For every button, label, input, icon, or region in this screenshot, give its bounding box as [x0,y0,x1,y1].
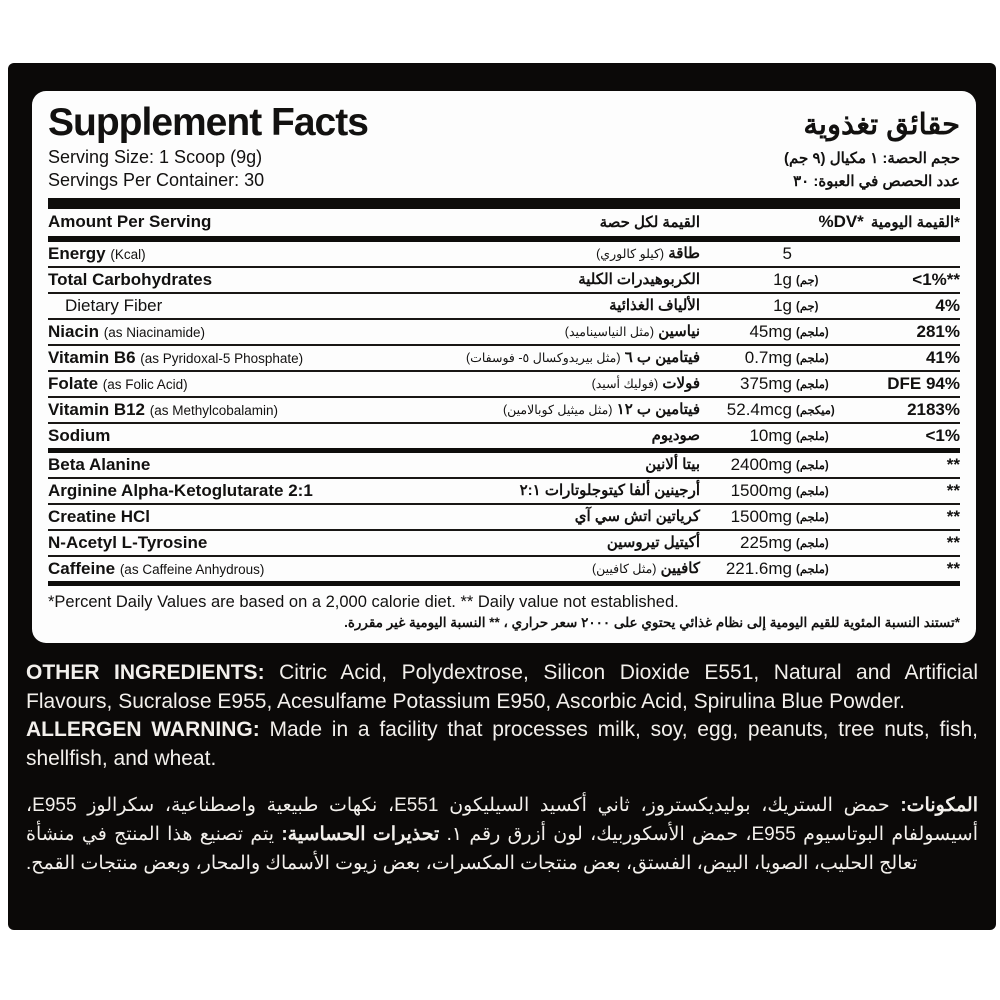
nutrient-cell-en [48,400,400,420]
daily-value-cell: 41% [925,348,960,367]
amount-value: 10mg [749,426,792,445]
nutrient-name-ar: صوديوم [651,427,700,444]
nutrient-cell-en [48,296,400,316]
footnote-ar: *تستند النسبة المئوية للقيم اليومية إلى نظام غذائي يحتوي على ٢٠٠٠ سعر حراري ، ** النسبة اليومية غير مقررة. [344,615,960,630]
table-row [48,505,960,531]
table-row [48,398,960,424]
nutrient-desc-en: (as Niacinamide) [103,325,206,340]
ingredients-label-ar: المكونات: [900,795,978,816]
daily-value-cell: 4% [935,296,960,315]
amount-value: 1g [773,296,792,315]
table-row [48,346,960,372]
nutrient-cell-ar [400,534,700,552]
nutrient-cell-ar [400,245,700,263]
amount-cell [700,244,850,264]
nutrient-cell-ar [400,323,700,341]
table-row [48,531,960,557]
daily-value-cell: <1% [925,426,960,445]
nutrient-name-en: Vitamin B6 [48,348,136,367]
amount-unit-ar: (ملجم) [796,379,829,391]
header-daily-value [700,212,960,232]
nutrient-cell-ar [400,508,700,526]
amount-value: 375mg [740,374,792,393]
table-header-row [48,209,960,236]
nutrient-desc-en: (as Folic Acid) [102,377,188,392]
daily-value-cell: ** [946,559,960,578]
amount-cell [700,400,850,420]
header-amount-per-serving-ar: القيمة لكل حصة [599,214,700,231]
amount-cell [700,270,850,290]
nutrient-name-ar: بيتا ألانين [645,456,700,473]
amount-unit-ar: (ملجم) [796,431,829,443]
nutrient-cell-en [48,270,400,290]
nutrient-desc-ar: (مثل كافيين) [591,562,657,576]
header-amount-per-serving-en: Amount Per Serving [48,212,212,231]
nutrient-name-ar: فولات [662,375,700,392]
daily-value-cell: 2183% [907,400,960,419]
nutrient-cell-ar [400,456,700,474]
nutrient-name-en: Sodium [48,426,111,445]
allergen-warning-text: Made in a facility that processes milk, soy, egg, peanuts, tree nuts, fish, shellfish, and wheat. [26,718,978,770]
daily-value-cell: ** [946,507,960,526]
nutrient-desc-ar: (مثل بيريدوكسال ٥- فوسفات) [465,351,621,365]
amount-cell [700,348,850,368]
nutrient-cell-ar [400,427,700,445]
amount-cell [700,322,850,342]
amount-unit-ar: (ملجم) [796,460,829,472]
nutrient-name-ar: أكيتيل تيروسين [606,534,700,551]
nutrient-desc-ar: (فوليك أسيد) [591,377,659,391]
nutrient-cell-ar [400,401,700,419]
allergen-warning-label-ar: تحذيرات الحساسية: [281,824,440,845]
amount-value: 1g [773,270,792,289]
nutrient-name-en: Creatine HCl [48,507,151,526]
amount-value: 45mg [749,322,792,341]
amount-cell [700,533,850,553]
nutrient-cell-en [48,533,400,553]
table-row [48,242,960,268]
nutrient-desc-en: (as Methylcobalamin) [149,403,279,418]
amount-cell [700,559,850,579]
table-row [48,372,960,398]
serving-size-row [48,147,960,168]
allergen-warning-label: ALLERGEN WARNING: [26,718,260,741]
nutrient-name-ar: فيتامين ب ١٢ [616,401,700,418]
daily-value-cell: ** [946,455,960,474]
footnote-en: *Percent Daily Values are based on a 2,000 calorie diet. ** Daily value not established. [48,593,679,611]
amount-cell [700,481,850,501]
amount-cell [700,426,850,446]
nutrient-name-en: Niacin [48,322,100,341]
nutrient-name-en: Arginine Alpha-Ketoglutarate 2:1 [48,481,313,500]
ingredients-text-ar: حمض الستريك، بوليديكستروز، ثاني أكسيد السيليكون E551، نكهات طبيعية واصطناعية، سكرالوز E955، أسيسولفام البوتاسيوم E955، حمض الأسكوربيك، لون أزرق رقم ١. [26,795,979,845]
amount-unit-ar: (ملجم) [796,353,829,365]
daily-value-cell: 281% [916,322,960,341]
nutrient-cell-en [48,244,400,264]
amount-cell [700,455,850,475]
nutrient-name-en: Folate [48,374,99,393]
daily-value-cell: ** [946,481,960,500]
nutrient-cell-ar [400,375,700,393]
facts-table-body [48,242,960,586]
nutrient-cell-ar [400,560,700,578]
nutrient-cell-en [48,426,400,446]
nutrient-cell-en [48,455,400,475]
nutrient-name-en: Total Carbohydrates [48,270,213,289]
nutrient-cell-en [48,374,400,394]
nutrient-cell-en [48,348,400,368]
nutrient-name-en: Beta Alanine [48,455,151,474]
amount-value: 225mg [740,533,792,552]
nutrient-name-en: Caffeine [48,559,116,578]
servings-per-container-ar: عدد الحصص في العبوة: ٣٠ [793,173,960,190]
label-black-block [8,63,996,930]
table-row [48,320,960,346]
allergen-warning-paragraph [26,716,978,773]
amount-value: 1500mg [730,507,792,526]
amount-value: 52.4mcg [726,400,792,419]
amount-cell [700,296,850,316]
amount-unit-ar: (جم) [796,301,819,313]
nutrient-name-en: Energy [48,244,106,263]
nutrient-name-ar: طاقة [668,245,700,262]
amount-cell [700,374,850,394]
amount-unit-ar: (ملجم) [796,564,829,576]
amount-unit-ar: (ملجم) [796,327,829,339]
daily-value-cell: DFE 94% [887,374,960,393]
nutrient-desc-ar: (كيلو كالوري) [596,247,665,261]
nutrient-name-ar: الألياف الغذائية [609,297,700,314]
nutrient-name-ar: كافيين [660,560,700,577]
table-row [48,453,960,479]
nutrient-name-ar: الكربوهيدرات الكلية [578,271,700,288]
nutrient-desc-en: (Kcal) [110,247,146,262]
amount-value: 0.7mg [744,348,792,367]
nutrient-desc-ar: (مثل النياسيناميد) [564,325,655,339]
amount-value: 5 [782,244,792,263]
nutrient-name-ar: فيتامين ب ٦ [624,349,700,366]
nutrient-cell-en [48,322,400,342]
nutrient-name-ar: نياسين [658,323,700,340]
panel-title-ar: حقائق تغذوية [803,109,960,141]
amount-value: 1500mg [730,481,792,500]
nutrient-cell-en [48,481,400,501]
table-row [48,557,960,586]
header-dv-ar: *القيمة اليومية [870,214,960,231]
servings-per-container-en: Servings Per Container: 30 [48,170,265,190]
other-ingredients-label: OTHER INGREDIENTS: [26,661,265,684]
nutrient-name-en: N-Acetyl L-Tyrosine [48,533,208,552]
nutrient-cell-ar [400,271,700,289]
panel-title-row [48,101,960,145]
amount-unit-ar: (ملجم) [796,512,829,524]
amount-value: 2400mg [730,455,792,474]
daily-value-cell: <1%** [912,270,960,289]
amount-value: 221.6mg [725,559,792,578]
daily-value-cell: ** [946,533,960,552]
amount-unit-ar: (ملجم) [796,486,829,498]
divider-thick-top [48,198,960,209]
nutrient-cell-ar [400,349,700,367]
table-row [48,424,960,453]
amount-unit-ar: (جم) [796,275,819,287]
bottom-arabic-block [26,791,978,878]
nutrient-desc-en: (as Pyridoxal-5 Phosphate) [140,351,304,366]
other-ingredients-text: Citric Acid, Polydextrose, Silicon Dioxide E551, Natural and Artificial Flavours, Sucralose E955, Acesulfame Potassium E950, Ascorbic Acid, Spirulina Blue Powder. [26,661,978,713]
table-row [48,268,960,294]
other-ingredients-paragraph [26,659,978,716]
servings-per-container-row [48,170,960,191]
table-row [48,294,960,320]
nutrient-cell-ar [400,482,700,500]
nutrient-name-ar: أرجينين ألفا كيتوجلوتارات ٢:١ [519,482,700,499]
nutrient-name-ar: كرياتين اتش سي آي [574,508,700,525]
bottom-english-block [26,659,978,773]
header-dv-en: %DV* [818,212,864,231]
nutrient-cell-en [48,559,400,579]
supplement-facts-panel [32,91,976,643]
nutrient-desc-ar: (مثل ميثيل كوبالامين) [502,403,613,417]
amount-cell [700,507,850,527]
nutrient-name-en: Dietary Fiber [65,296,163,315]
allergen-warning-text-ar: يتم تصنيع هذا المنتج في منشأة تعالج الحليب، الصويا، البيض، الفستق، بعض منتجات المكسرات، بعض زيوت الأسماك والمحار، وبعض منتجات القمح. [26,824,918,874]
nutrient-desc-en: (as Caffeine Anhydrous) [119,562,265,577]
panel-title-en: Supplement Facts [48,101,368,144]
amount-unit-ar: (ميكجم) [796,405,835,417]
nutrient-cell-ar [400,297,700,315]
table-row [48,479,960,505]
serving-size-ar: حجم الحصة: ١ مكيال (٩ جم) [784,150,960,167]
amount-unit-ar: (ملجم) [796,538,829,550]
serving-size-en: Serving Size: 1 Scoop (9g) [48,147,263,167]
nutrient-name-en: Vitamin B12 [48,400,146,419]
nutrient-cell-en [48,507,400,527]
